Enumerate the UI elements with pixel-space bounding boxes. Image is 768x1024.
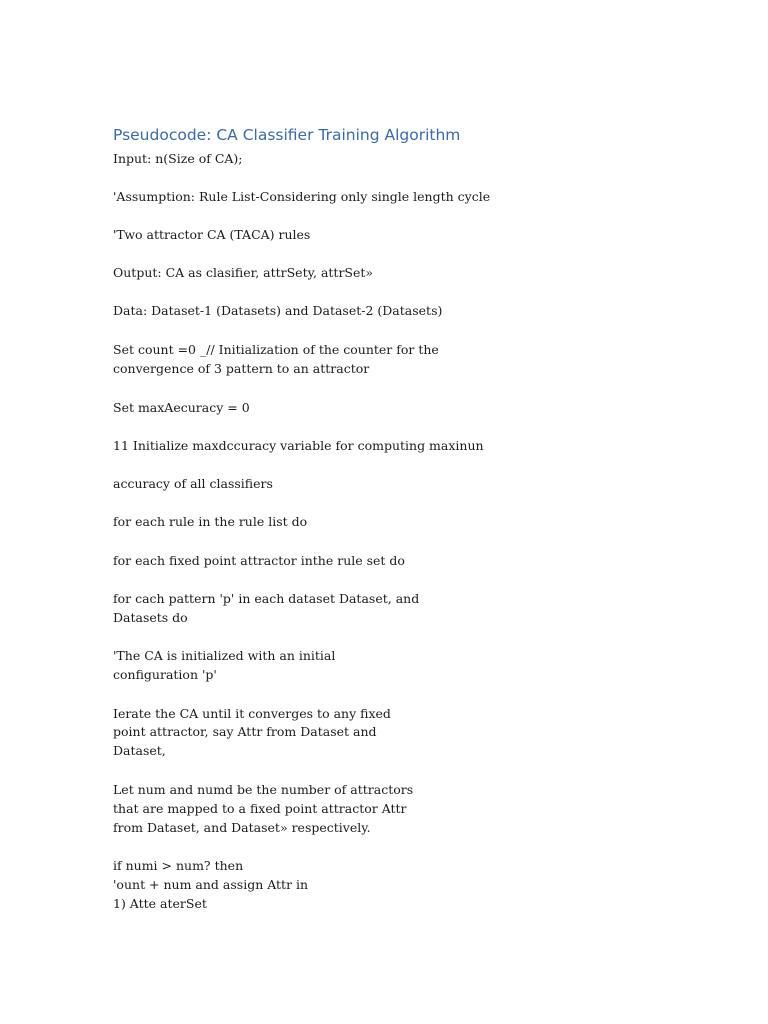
text-line: 'The CA is initialized with an initial <box>113 648 336 663</box>
text-line: point attractor, say Attr from Dataset and <box>113 724 377 739</box>
text-line: Data: Dataset-1 (Datasets) and Dataset-2 (Datasets) <box>113 303 443 318</box>
text-line: 'ount + num and assign Attr in <box>113 877 309 892</box>
text-line: from Dataset, and Dataset» respectively. <box>113 820 371 835</box>
text-line: Input: n(Size of CA); <box>113 151 243 166</box>
text-line: that are mapped to a fixed point attractor Attr <box>113 801 407 816</box>
text-line: if numi > num? then <box>113 858 244 873</box>
text-line: 1) Atte aterSet <box>113 896 207 911</box>
text-line: for each fixed point attractor inthe rule set do <box>113 553 405 568</box>
text-line: 11 Initialize maxdccuracy variable for computing maxinun <box>113 438 484 453</box>
text-line: Set maxAecuracy = 0 <box>113 400 250 415</box>
text-line: Output: CA as clasifier, attrSety, attrSet» <box>113 265 374 280</box>
text-line: for cach pattern 'p' in each dataset Dataset, and <box>113 591 420 606</box>
document-title: Pseudocode: CA Classifier Training Algorithm <box>113 126 461 144</box>
text-line: for each rule in the rule list do <box>113 514 308 529</box>
text-line: 'Two attractor CA (TACA) rules <box>113 227 311 242</box>
text-line: Ierate the CA until it converges to any fixed <box>113 706 391 721</box>
text-line: configuration 'p' <box>113 667 217 682</box>
text-line: 'Assumption: Rule List-Considering only single length cycle <box>113 189 491 204</box>
text-line: Datasets do <box>113 610 188 625</box>
text-line: Let num and numd be the number of attractors <box>113 782 414 797</box>
text-line: Set count =0 _// Initialization of the counter for the <box>113 342 439 357</box>
text-line: Dataset, <box>113 743 166 758</box>
text-line: accuracy of all classifiers <box>113 476 273 491</box>
text-line: convergence of 3 pattern to an attractor <box>113 361 370 376</box>
